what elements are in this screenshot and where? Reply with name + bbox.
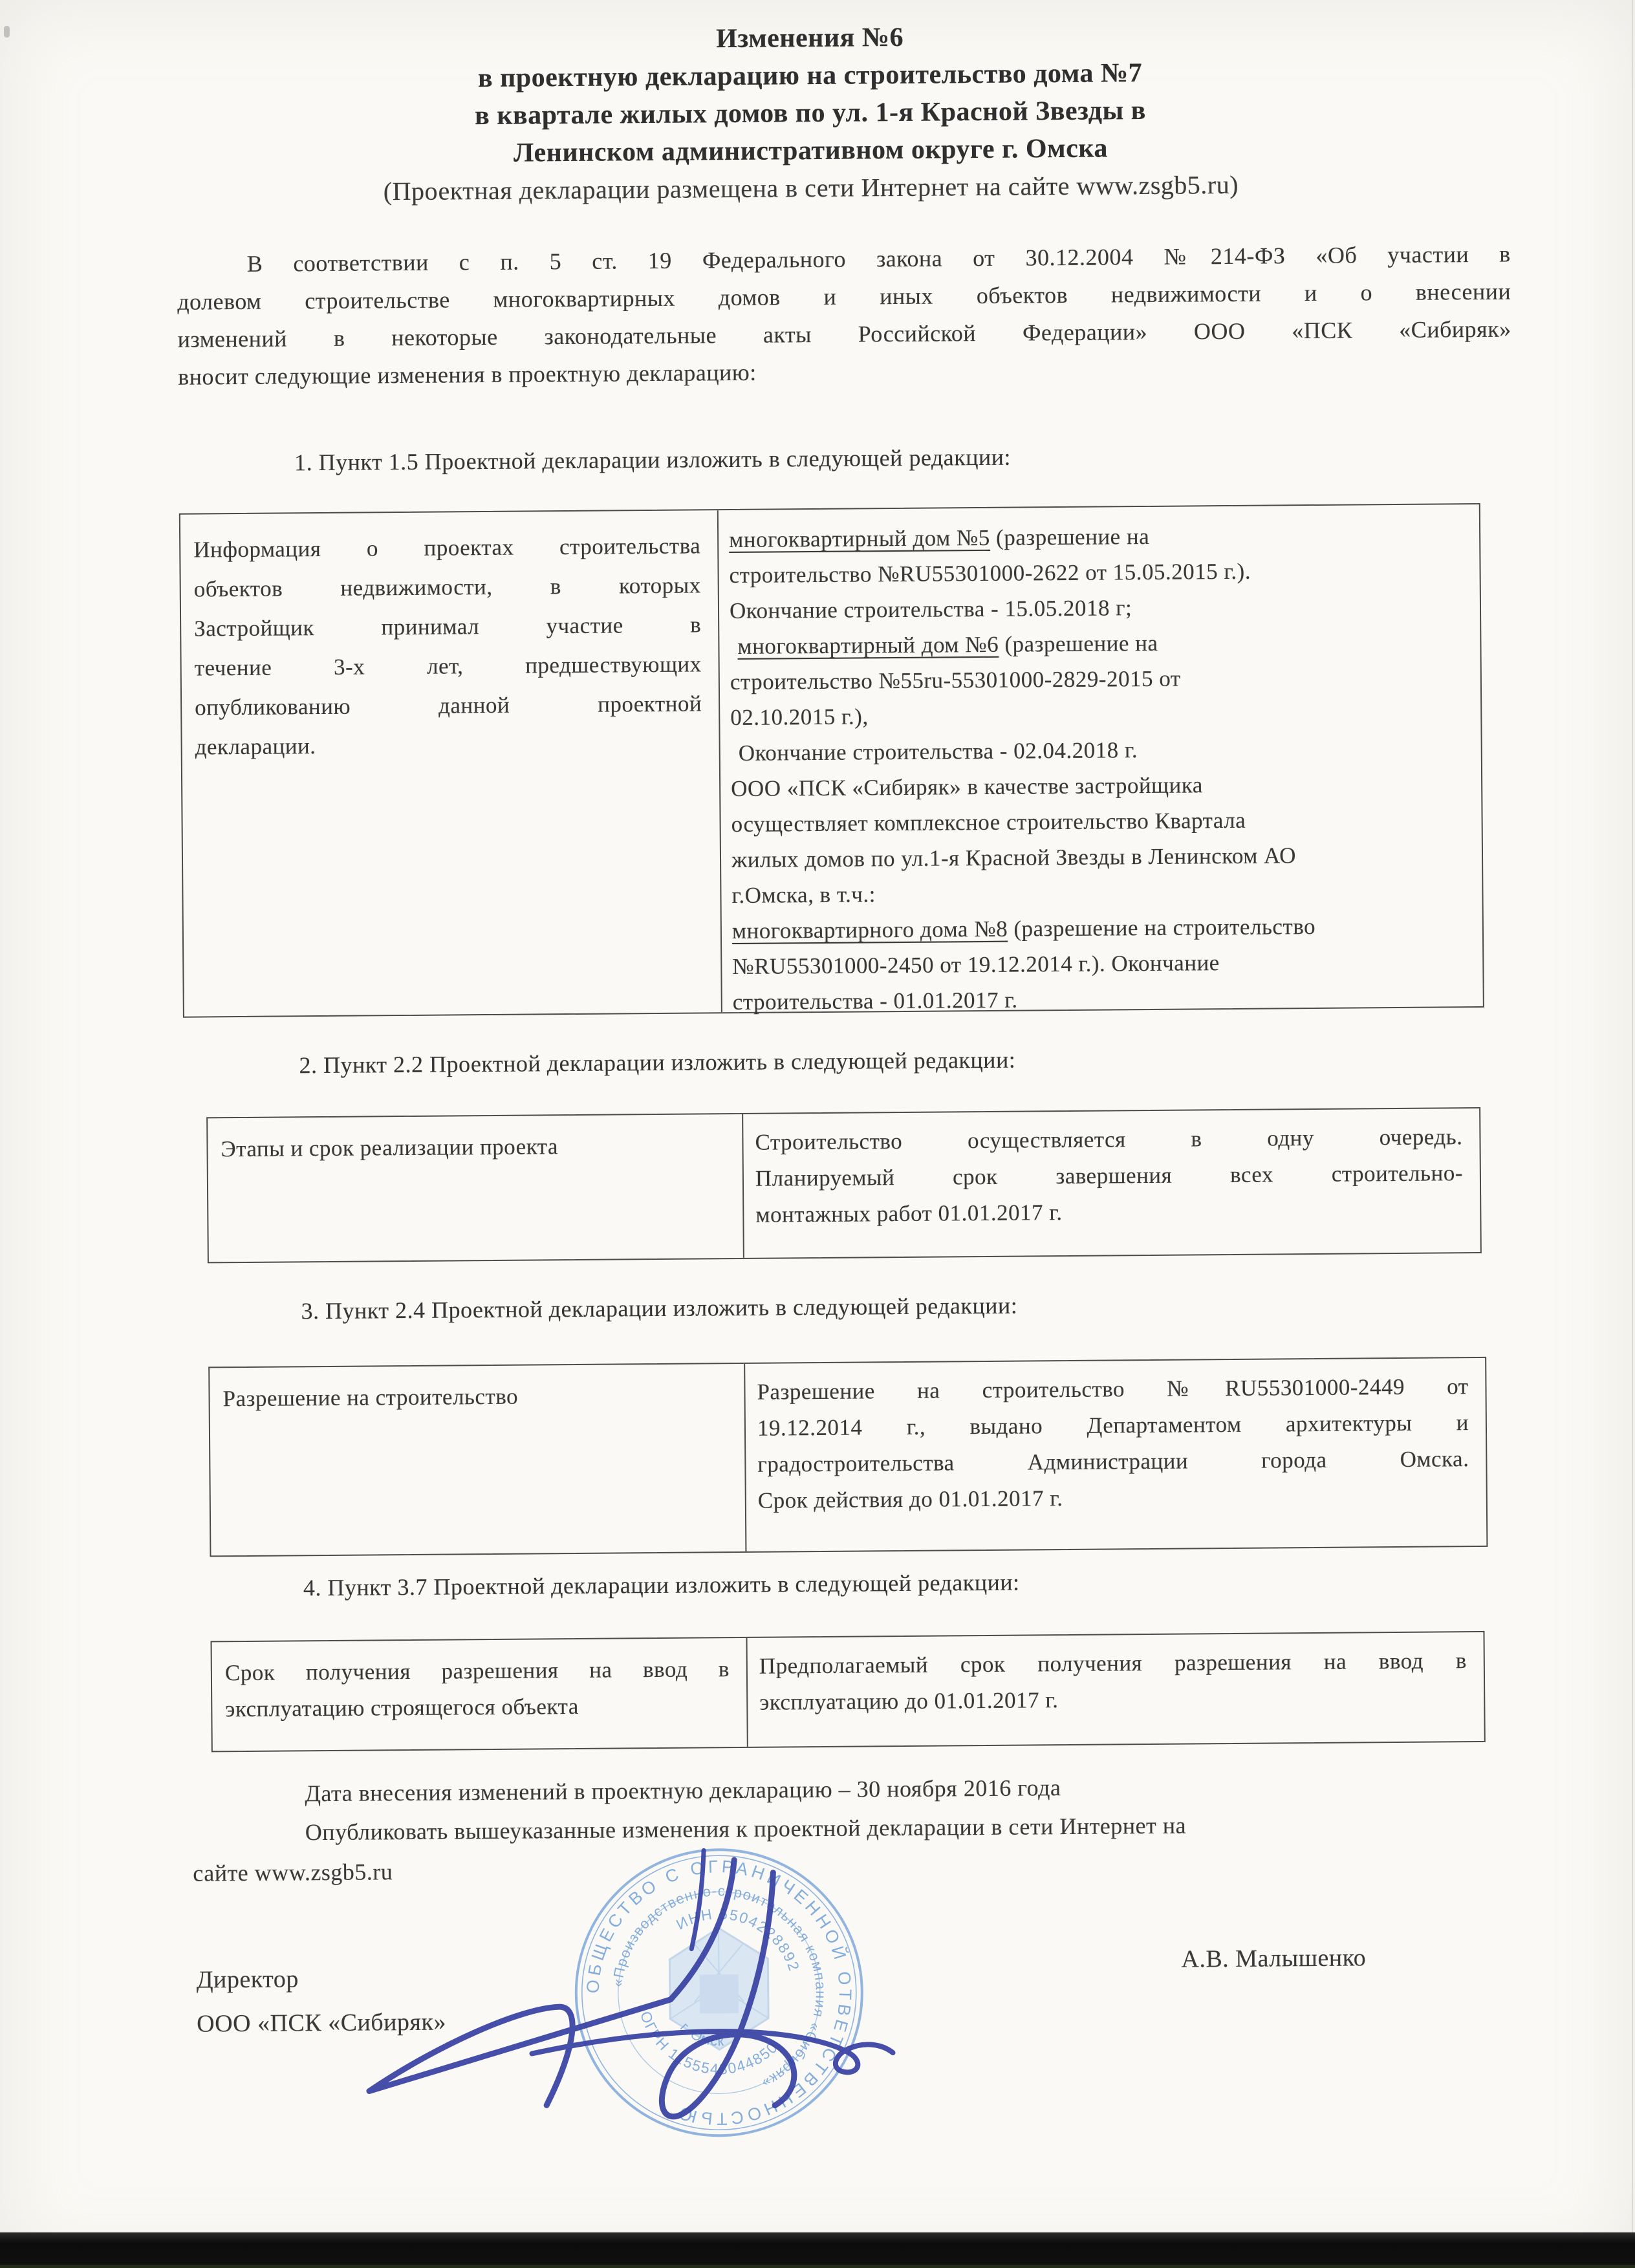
intro-line: В соответствии с п. 5 ст. 19 Федерального закона от 30.12.2004 №214-ФЗ «Об участии в [246,241,1511,277]
section-3-heading: 3. Пункт 2.4 Проектной декларации изложить в следующей редакции: [301,1292,1018,1324]
underlined-text: многоквартирный дом №5 [729,524,990,553]
table-4 [211,1631,1486,1752]
table-1-right-line [729,552,1464,593]
underlined-text: многоквартирный дом №6 [737,631,999,659]
table-1-left-line: декларации. [195,733,316,760]
line-text: 02.10.2015 г.), [730,704,869,731]
table-1-left-line: объектов недвижимости, в которых [193,572,701,602]
table-1-right-line [729,516,1464,557]
table-1-right-line [730,658,1465,700]
underlined-text: многоквартирного дома №8 [731,916,1008,944]
table-1-right-line [731,801,1466,842]
seal-ogrn-text: ОГРН 1155543044850 [636,2009,782,2078]
table-1 [179,503,1484,1018]
table-1-right-line [731,765,1466,806]
line-text: строительство №RU55301000-2622 от 15.05.2015 г.). [729,558,1251,589]
line-text: г.Омска, в т.ч.: [731,881,876,909]
table-4-right-line: эксплуатацию до 01.01.2017 г. [759,1687,1059,1715]
table-3-left-cell [210,1364,746,1555]
director-title-label: Директор [196,1965,299,1994]
table-2-left-cell [208,1114,744,1262]
intro-line: вносит следующие изменения в проектную декларацию: [177,359,757,390]
table-1-left-line: течение 3-х лет, предшествующих [194,651,702,681]
table-4-right-cell [747,1632,1484,1747]
table-1-right-line [730,587,1464,629]
table-3-left-line: Разрешение на строительство [222,1383,519,1412]
table-1-left-line: Информация о проектах строительства [193,533,701,563]
table-1-right-line [730,623,1464,664]
seal-company-ring-text: «Производственно-строительная компания «Сибиряк» [609,1883,829,2092]
table-2-right-line: монтажных работ 01.01.2017 г. [755,1200,1063,1227]
director-signature [317,1810,902,2177]
document-title-block [70,14,1551,213]
line-text: Окончание строительства - 15.05.2018 г; [729,595,1132,624]
seal-city-text: г. Омск [677,2019,725,2049]
title-line-1: Изменения №6 [715,22,904,54]
title-line-3: в квартале жилых домов по ул. 1-я Красной Звезды в [474,95,1147,131]
scan-edge-green-line [0,2265,1635,2268]
table-4-right-line: Предполагаемый срок получения разрешения на ввод в [759,1648,1467,1679]
table-1-left-cell [180,510,722,1017]
title-line-2: в проектную декларацию на строительство дома №7 [477,58,1143,94]
line-text: (разрешение на строительство [1007,913,1316,942]
table-1-right-line [730,694,1465,735]
table-3-right-line: Срок действия до 01.01.2017 г. [757,1485,1063,1513]
table-4-left-cell [212,1638,748,1751]
table-2-right-cell [743,1108,1480,1258]
table-1-right-line [733,978,1467,1020]
company-name-label: ООО «ПСК «Сибиряк» [196,2008,447,2038]
table-2-right-line: Планируемый срок завершения всех строительно- [755,1160,1464,1191]
table-2-left-line: Этапы и срок реализации проекта [221,1134,559,1162]
section-4-heading: 4. Пункт 3.7 Проектной декларации изложить в следующей редакции: [303,1569,1020,1601]
table-1-right-line [731,872,1466,913]
line-text: строительства - 01.01.2017 г. [732,987,1018,1015]
section-2-heading: 2. Пункт 2.2 Проектной декларации изложить в следующей редакции: [299,1046,1016,1079]
scan-black-band [0,2232,1635,2268]
seal-inn-text: ИНН 5504228892 [673,1905,803,1974]
seal-outer-ring-text: ОБЩЕСТВО С ОГРАНИЧЕННОЙ ОТВЕТСТВЕННОСТЬЮ [583,1857,856,2129]
footer-site-line: сайте www.zsgb5.ru [193,1859,393,1886]
footer-publish-line: Опубликовать вышеуказанные изменения к проектной декларации в сети Интернет на [305,1812,1187,1846]
line-text: жилых домов по ул.1-я Красной Звезды в Ленинском АО [731,843,1297,873]
table-1-right-line [731,836,1466,878]
line-text: №RU55301000-2450 от 19.12.2014 г.). Окончание [732,950,1220,980]
table-1-left-line: опубликованию данной проектной [195,691,702,720]
section-1-heading: 1. Пункт 1.5 Проектной декларации изложить в следующей редакции: [294,444,1012,476]
line-text: Окончание строительства - 02.04.2018 г. [738,737,1138,766]
table-1-right-line [732,943,1467,984]
intro-line: долевом строительстве многоквартирных домов и иных объектов недвижимости и о внесении [177,278,1511,315]
line-text: ООО «ПСК «Сибиряк» в качестве застройщика [731,772,1203,802]
line-text: (разрешение на [998,630,1158,657]
table-1-right-line [732,907,1467,949]
line-text: (разрешение на [990,523,1150,550]
title-subtitle: (Проектная декларации размещена в сети Интернет на сайте www.zsgb5.ru) [383,169,1239,206]
intro-paragraph [177,235,1512,396]
intro-line: изменений в некоторые законодательные акты Российской Федерации» ООО «ПСК «Сибиряк» [177,316,1511,352]
table-3 [208,1357,1488,1557]
table-3-right-cell [745,1358,1486,1551]
line-text: осуществляет комплексное строительство Квартала [731,807,1246,837]
director-name-label: А.В. Малышенко [1181,1944,1367,1973]
table-2-right-line: Строительство осуществляется в одну очередь. [755,1124,1463,1155]
line-text: строительство №55ru-55301000-2829-2015 от [730,665,1181,695]
table-2 [206,1107,1482,1263]
table-3-right-line: 19.12.2014 г., выдано Департаментом архитектуры и [757,1410,1469,1441]
table-4-left-line: Срок получения разрешения на ввод в [224,1656,730,1686]
table-4-left-line: эксплуатацию строящегося объекта [225,1693,579,1722]
table-3-right-line: Разрешение на строительство №RU55301000-2449 от [757,1374,1469,1405]
table-1-right-line [731,729,1466,771]
table-3-right-line: градостроительства Администрации города Омска. [757,1446,1469,1477]
table-1-right-cell [719,504,1483,1015]
table-1-left-line: Застройщик принимал участие в [194,612,702,642]
footer-date-line: Дата внесения изменений в проектную декларацию – 30 ноября 2016 года [305,1775,1061,1807]
title-line-4: Ленинском административном округе г. Омска [513,133,1109,168]
